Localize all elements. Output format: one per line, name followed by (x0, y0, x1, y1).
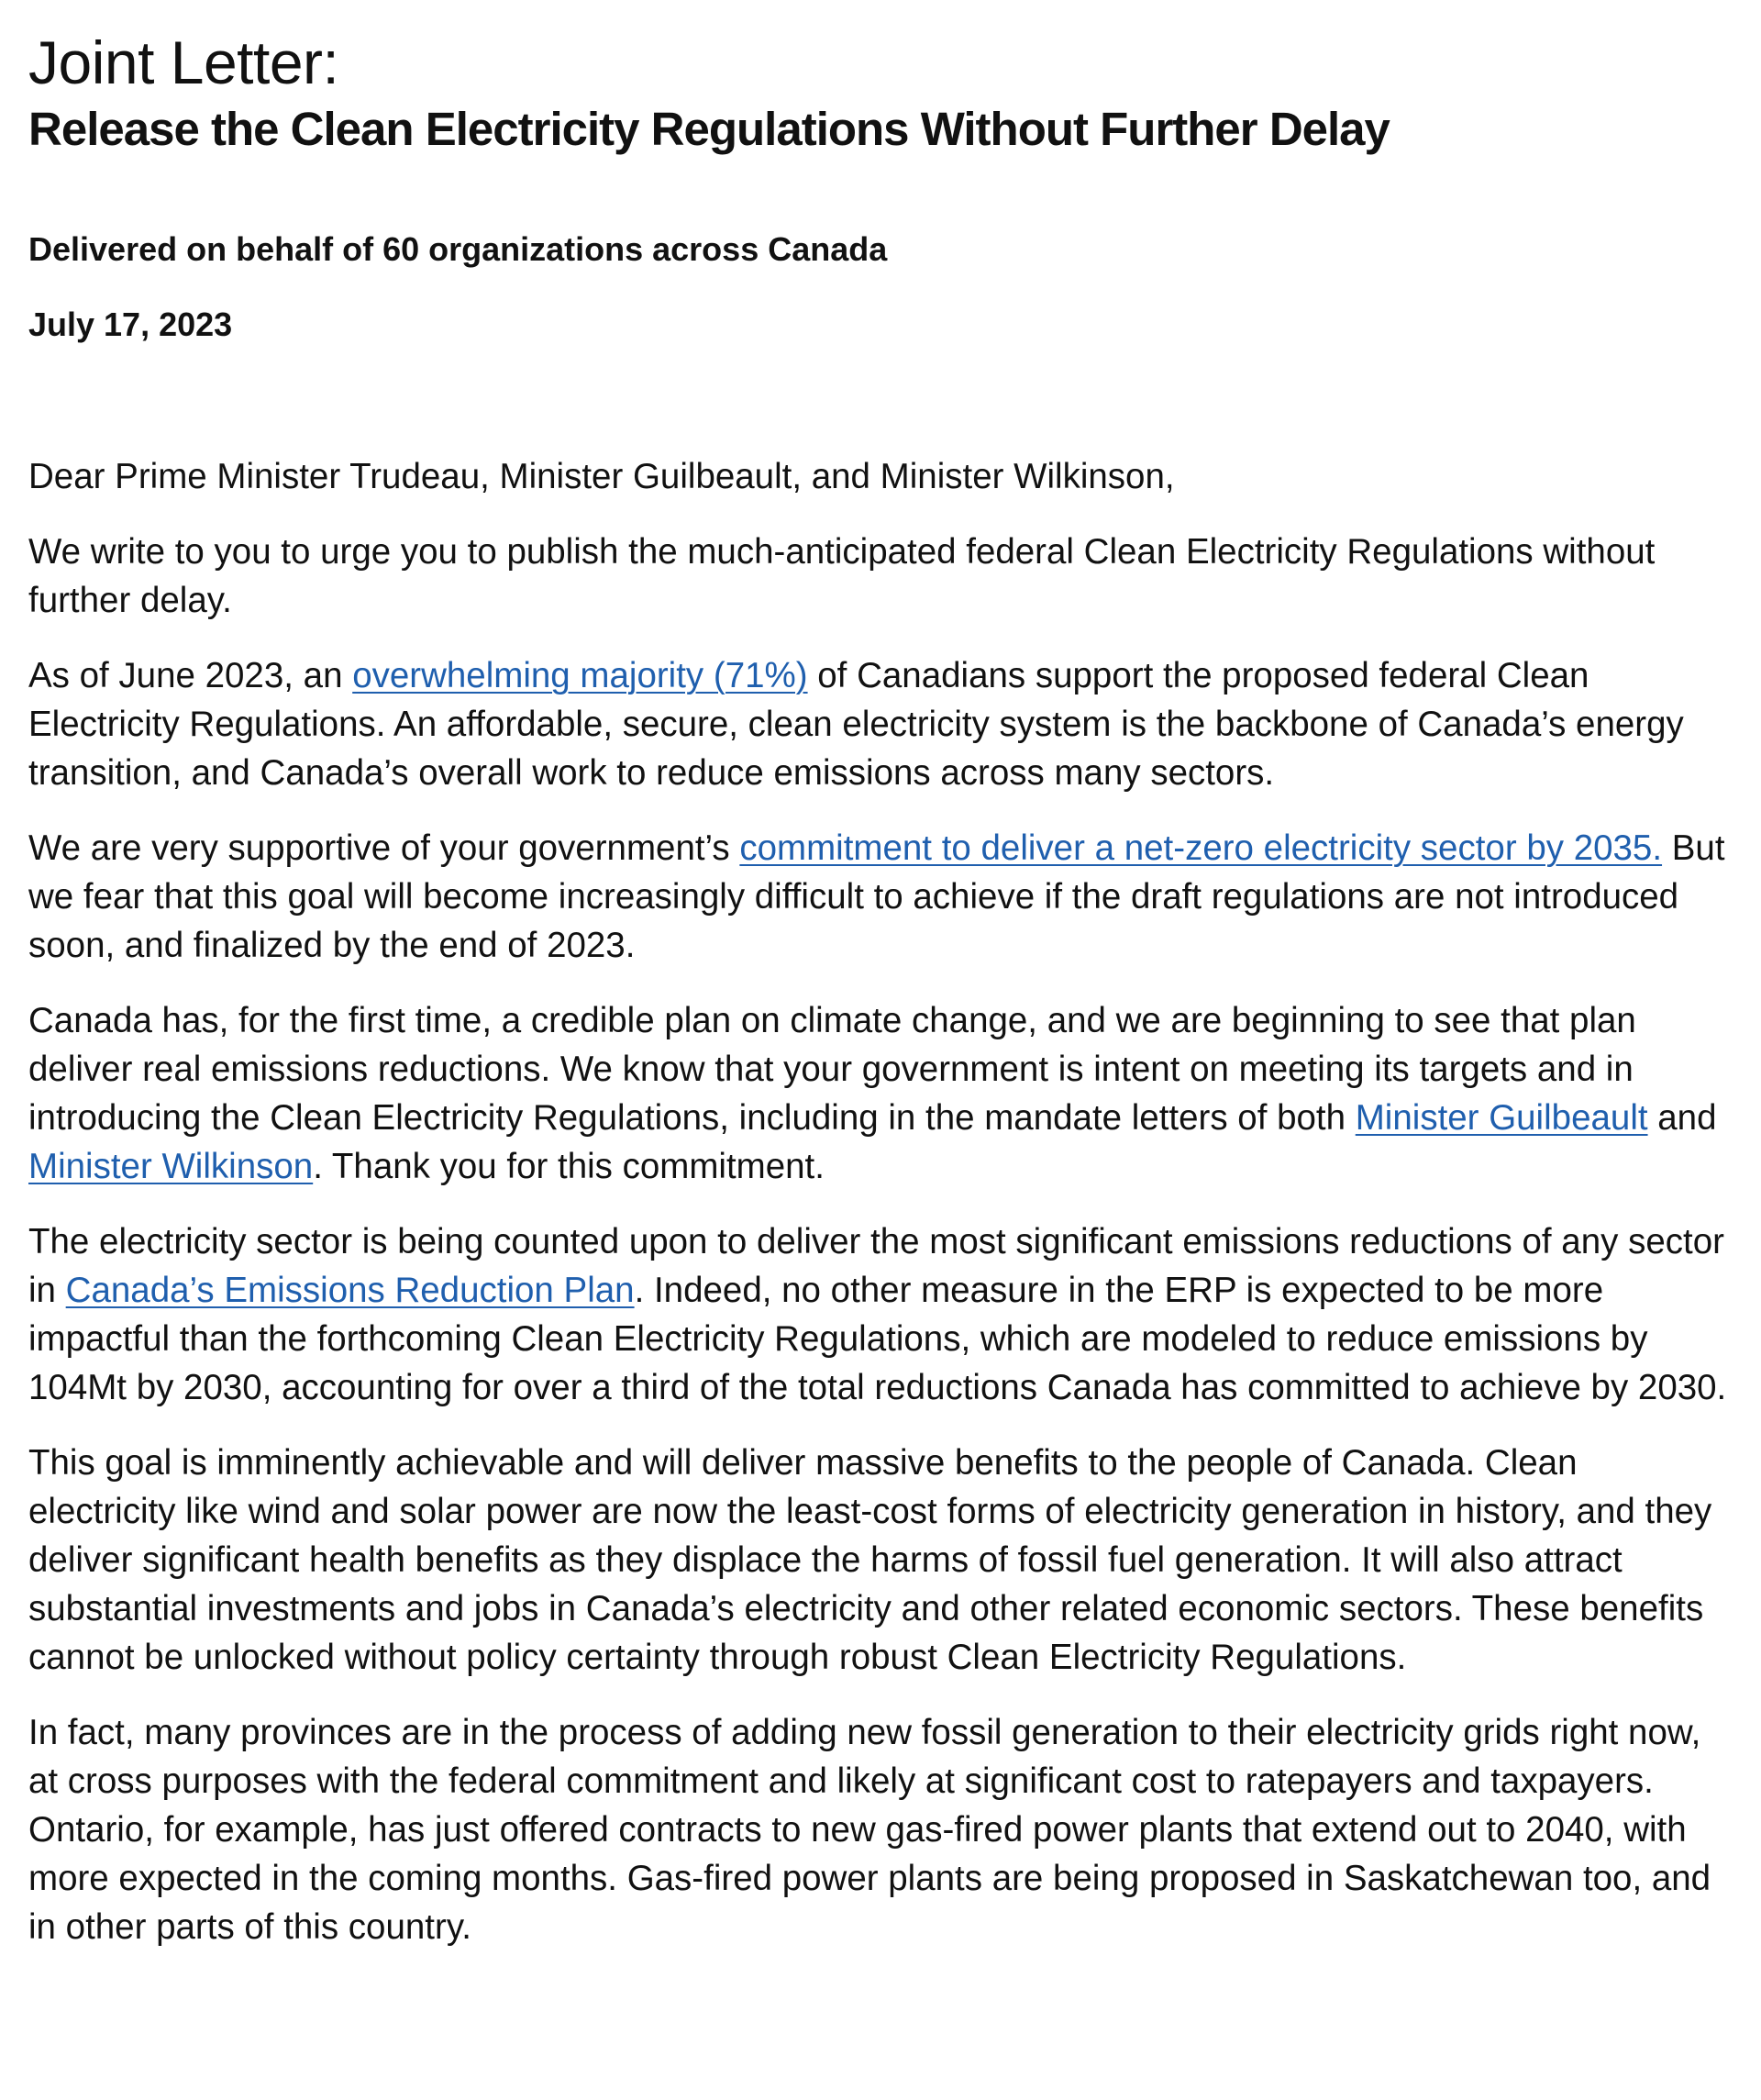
net-zero-commitment-link[interactable]: commitment to deliver a net-zero electricity sector by 2035. (739, 828, 1663, 868)
paragraph-4-text-a: Canada has, for the first time, a credible plan on climate change, and we are beginning to see that plan deliver real emissions reductions. We know that your government is intent on meeting its targets and in introducing the Clean Electricity Regulations, including in the mandate letters of both (28, 1001, 1636, 1138)
paragraph-5-text-a: The electricity sector is being counted upon to deliver the most significant emissions reductions of any sector in (28, 1222, 1724, 1310)
emissions-reduction-plan-link[interactable]: Canada’s Emissions Reduction Plan (65, 1271, 635, 1310)
paragraph-5-text-b: . Indeed, no other measure in the ERP is expected to be more impactful than the forthcoming Clean Electricity Regulations, which are modeled to reduce emissions by 104Mt by 2030, accounting for over a third of the total reductions Canada has committed to achieve by 2030. (28, 1271, 1727, 1407)
overwhelming-majority-link[interactable]: overwhelming majority (71%) (352, 656, 808, 695)
paragraph-3 (28, 824, 1728, 970)
paragraph-4-text-c: . Thank you for this commitment. (313, 1147, 825, 1186)
letter-title: Joint Letter: (28, 28, 339, 96)
paragraph-1: We write to you to urge you to publish the much-anticipated federal Clean Electricity Regulations without further delay. (28, 532, 1656, 620)
paragraph-4 (28, 996, 1728, 1191)
paragraph-2-text-a: As of June 2023, an (28, 656, 353, 695)
minister-wilkinson-link[interactable]: Minister Wilkinson (28, 1147, 314, 1186)
minister-guilbeault-link[interactable]: Minister Guilbeault (1355, 1098, 1648, 1138)
paragraph-6: This goal is imminently achievable and will deliver massive benefits to the people of Canada. Clean electricity like wind and solar power are now the least-cost forms of electricity generation in history, and they deliver significant health benefits as they displace the harms of fossil fuel generation. It will also attract substantial investments and jobs in Canada’s electricity and other related economic sectors. These benefits cannot be unlocked without policy certainty through robust Clean Electricity Regulations. (28, 1443, 1712, 1677)
paragraph-2-text-b: of Canadians support the proposed federal Clean Electricity Regulations. An affordable, secure, clean electricity system is the backbone of Canada’s energy transition, and Canada’s overall work to reduce emissions across many sectors. (28, 656, 1684, 793)
paragraph-5 (28, 1217, 1728, 1412)
paragraph-4-text-b: and (1647, 1098, 1717, 1138)
paragraph-7: In fact, many provinces are in the process of adding new fossil generation to their electricity grids right now, at cross purposes with the federal commitment and likely at significant cost to ratepayers and taxpayers. Ontario, for example, has just offered contracts to new gas-fired power plants that extend out to 2040, with more expected in the coming months. Gas-fired power plants are being proposed in Saskatchewan too, and in other parts of this country. (28, 1713, 1711, 1947)
delivered-on-behalf: Delivered on behalf of 60 organizations across Canada (28, 230, 888, 268)
salutation: Dear Prime Minister Trudeau, Minister Guilbeault, and Minister Wilkinson, (28, 457, 1175, 496)
letter-date: July 17, 2023 (28, 306, 233, 343)
paragraph-2 (28, 651, 1728, 797)
letter-subtitle: Release the Clean Electricity Regulations Without Further Delay (28, 103, 1390, 155)
paragraph-3-text-a: We are very supportive of your government’s (28, 828, 740, 868)
paragraph-3-text-b: But we fear that this goal will become increasingly difficult to achieve if the draft regulations are not introduced soon, and finalized by the end of 2023. (28, 828, 1725, 965)
